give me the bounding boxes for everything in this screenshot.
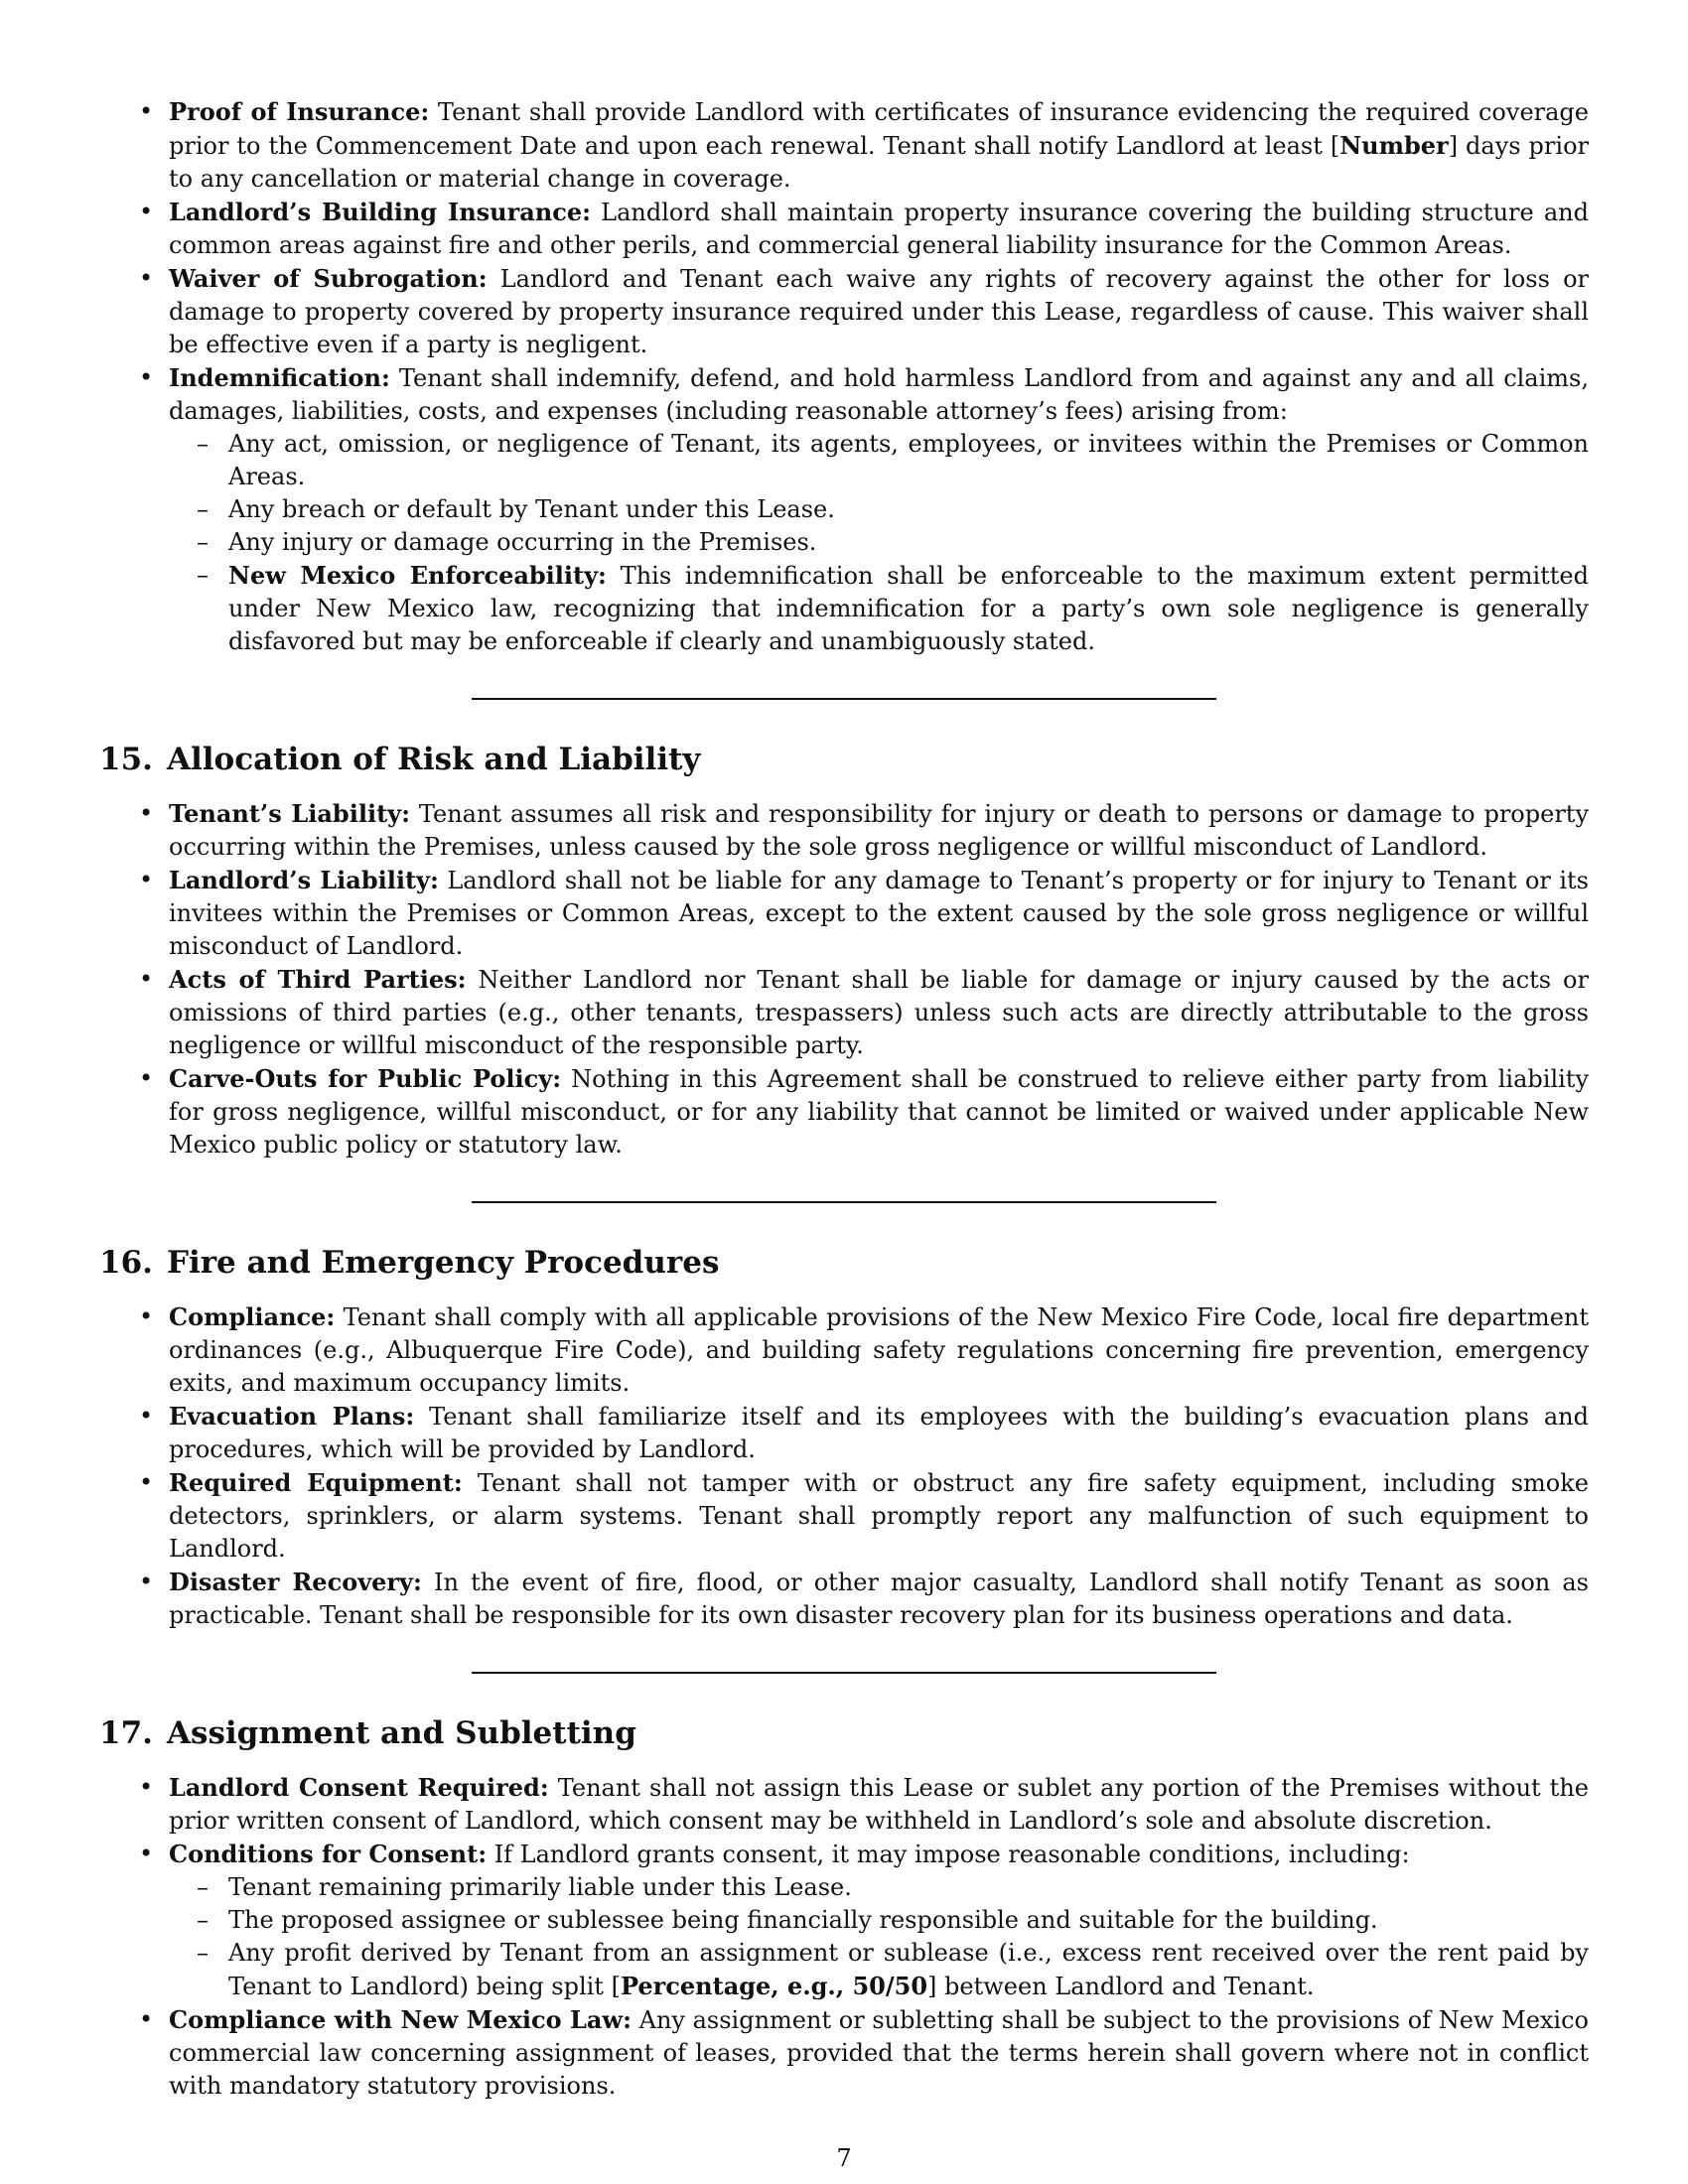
item-text: Tenant shall comply with all applicable provisions of the New Mexico Fire Code, local fire department ordinances (e.g., Albuquerque Fire Code), and building safety regulations concerning fire prevention, emergency exits, and maximum occupancy limits. xyxy=(169,1303,1589,1397)
list-item xyxy=(99,1300,1589,1400)
item-text: In the event of fire, flood, or other major casualty, Landlord shall notify Tenant as soon as practicable. Tenant shall be responsible for its own disaster recovery plan for its business operations and data. xyxy=(169,1569,1590,1629)
insurance-list xyxy=(99,95,1589,658)
item-label: Required Equipment: xyxy=(169,1468,463,1497)
item-text: Landlord shall not be liable for any damage to Tenant’s property or for injury to Tenant or its invitees within the Premises or Common Areas, except to the extent caused by the sole gross negligence or willful misconduct of Landlord. xyxy=(169,867,1589,960)
item-text: If Landlord grants consent, it may impose reasonable conditions, including: xyxy=(487,1841,1410,1868)
section-heading-15 xyxy=(99,740,1589,779)
section-number: 15. xyxy=(99,742,153,777)
section-15-list xyxy=(99,797,1589,1161)
list-item xyxy=(99,196,1589,262)
item-label: Compliance: xyxy=(169,1302,336,1331)
item-text: Tenant shall not assign this Lease or sublet any portion of the Premises without the prior written consent of Landlord, which consent may be withheld in Landlord’s sole and absolute discretion. xyxy=(169,1774,1589,1835)
section-number: 17. xyxy=(99,1715,153,1751)
item-text: Tenant shall indemnify, defend, and hold harmless Landlord from and against any and all claims, damages, liabilities, costs, and expenses (including reasonable attorney’s fees) arising from: xyxy=(169,364,1589,425)
sub-list-item: – Any breach or default by Tenant under this Lease. xyxy=(169,493,1589,526)
section-17-list xyxy=(99,1771,1589,2103)
list-item xyxy=(99,864,1589,963)
list-item xyxy=(99,1062,1589,1161)
item-label: Conditions for Consent: xyxy=(169,1840,488,1868)
section-number: 16. xyxy=(99,1245,153,1281)
list-item xyxy=(99,797,1589,864)
section-divider xyxy=(472,1672,1216,1674)
item-text: Tenant assumes all risk and responsibility for injury or death to persons or damage to property occurring within the Premises, unless caused by the sole gross negligence or willful misconduct of Landlord. xyxy=(169,800,1589,861)
list-item xyxy=(99,1400,1589,1466)
conditions-sublist xyxy=(169,1871,1589,2003)
item-label: Indemnification: xyxy=(169,363,390,392)
item-text: Landlord shall maintain property insurance covering the building structure and common areas against fire and other perils, and commercial general liability insurance for the Common Areas. xyxy=(169,199,1590,259)
list-item xyxy=(99,361,1589,658)
item-text: Neither Landlord nor Tenant shall be liable for damage or injury caused by the acts or omissions of third parties (e.g., other tenants, trespassers) unless such acts are directly attributable to the gross negligence or willful misconduct of the responsible party. xyxy=(169,966,1589,1059)
item-label: Carve-Outs for Public Policy: xyxy=(169,1064,562,1093)
item-label: Tenant’s Liability: xyxy=(169,799,410,828)
item-label: Landlord’s Liability: xyxy=(169,866,439,894)
item-text: Tenant shall not tamper with or obstruct any fire safety equipment, including smoke detectors, sprinklers, or alarm systems. Tenant shall promptly report any malfunction of such equipment to Landlord. xyxy=(169,1469,1590,1563)
item-label: Landlord’s Building Insurance: xyxy=(169,198,591,226)
list-item xyxy=(99,1771,1589,1838)
list-item xyxy=(99,1466,1589,1566)
document-page xyxy=(99,95,1589,2103)
page-number: 7 xyxy=(836,2144,852,2172)
placeholder-number: Number xyxy=(1339,131,1449,160)
sub-list-item: – The proposed assignee or sublessee being financially responsible and suitable for the building. xyxy=(169,1904,1589,1937)
section-heading-16 xyxy=(99,1243,1589,1283)
item-label: Landlord Consent Required: xyxy=(169,1773,549,1802)
section-divider xyxy=(472,698,1216,700)
item-label: Compliance with New Mexico Law: xyxy=(169,2005,632,2034)
sub-item-label: New Mexico Enforceability: xyxy=(228,561,607,590)
sub-list-item: – Tenant remaining primarily liable under this Lease. xyxy=(169,1871,1589,1904)
section-heading-17 xyxy=(99,1713,1589,1753)
sub-item-text: Any profit derived by Tenant from an assignment or sublease (i.e., excess rent received over the rent paid by Tenant to Landlord) being split [ xyxy=(228,1939,1589,2000)
sub-list-item xyxy=(169,559,1589,658)
item-text: Any assignment or subletting shall be subject to the provisions of New Mexico commercial law concerning assignment of leases, provided that the terms herein shall govern where not in conflict with mandatory statutory provisions. xyxy=(169,2006,1590,2100)
item-label: Proof of Insurance: xyxy=(169,97,430,126)
item-label: Acts of Third Parties: xyxy=(169,965,467,994)
section-title: Assignment and Subletting xyxy=(166,1715,636,1751)
item-label: Waiver of Subrogation: xyxy=(169,264,488,293)
sub-list-item xyxy=(169,1937,1589,2003)
sub-list-item: – Any act, omission, or negligence of Tenant, its agents, employees, or invitees within the Premises or Common Areas. xyxy=(169,428,1589,493)
item-text: Nothing in this Agreement shall be construed to relieve either party from liability for gross negligence, willful misconduct, or for any liability that cannot be limited or waived under applicable New Mexico public policy or statutory law. xyxy=(169,1065,1590,1159)
list-item xyxy=(99,2003,1589,2103)
list-item xyxy=(99,95,1589,196)
indemnification-sublist xyxy=(169,428,1589,658)
sub-list-item: – Any injury or damage occurring in the Premises. xyxy=(169,526,1589,559)
section-title: Allocation of Risk and Liability xyxy=(166,742,701,777)
sub-item-text: This indemnification shall be enforceable to the maximum extent permitted under New Mexico law, recognizing that indemnification for a party’s own sole negligence is generally disfavored but may be enforceable if clearly and unambiguously stated. xyxy=(228,562,1589,655)
list-item xyxy=(99,1838,1589,2003)
item-text: Landlord and Tenant each waive any rights of recovery against the other for loss or damage to property covered by property insurance required under this Lease, regardless of cause. This waiver shall be effective even if a party is negligent. xyxy=(169,265,1589,358)
section-divider xyxy=(472,1201,1216,1203)
section-title: Fire and Emergency Procedures xyxy=(166,1245,720,1281)
item-text: ] days prior to any cancellation or material change in coverage. xyxy=(169,132,1589,193)
item-label: Evacuation Plans: xyxy=(169,1402,415,1431)
section-16-list xyxy=(99,1300,1589,1632)
list-item xyxy=(99,262,1589,361)
list-item xyxy=(99,1566,1589,1632)
list-item xyxy=(99,963,1589,1062)
item-label: Disaster Recovery: xyxy=(169,1568,422,1596)
item-text: Tenant shall provide Landlord with certificates of insurance evidencing the required coverage prior to the Commencement Date and upon each renewal. Tenant shall notify Landlord at least [ xyxy=(169,98,1589,160)
placeholder-percentage: Percentage, e.g., 50/50 xyxy=(620,1972,928,2000)
sub-item-text: ] between Landlord and Tenant. xyxy=(927,1973,1315,2000)
item-text: Tenant shall familiarize itself and its employees with the building’s evacuation plans and procedures, which will be provided by Landlord. xyxy=(169,1403,1589,1463)
